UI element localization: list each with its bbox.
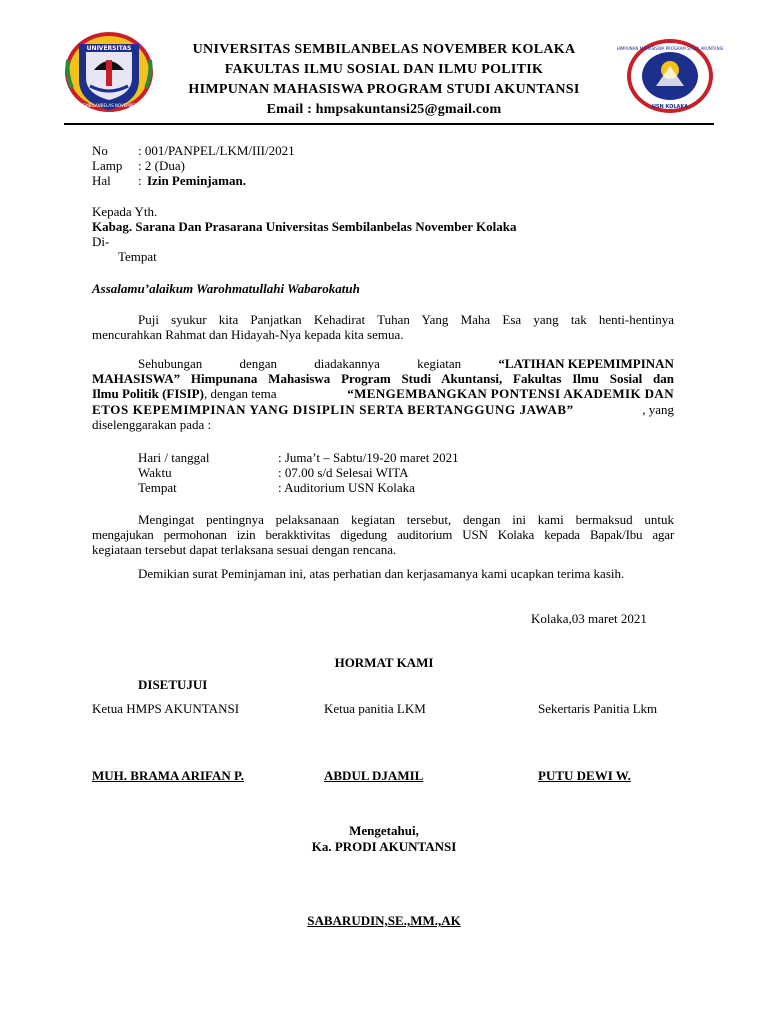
para2-theme-part1: “MENGEMBANGKAN PONTENSI AKADEMIK DAN [347, 386, 674, 401]
header-faculty: FAKULTAS ILMU SOSIAL DAN ILMU POLITIK [224, 62, 544, 77]
recipient-di: Di- [92, 234, 110, 249]
hal-label: Hal [92, 173, 111, 188]
recipient-name: Kabag. Sarana Dan Prasarana Universitas Sembilanbelas November Kolaka [92, 219, 517, 234]
detail-label-time: Waktu [138, 465, 172, 480]
detail-label-place: Tempat [138, 480, 177, 495]
detail-value-time: : 07.00 s/d Selesai WITA [278, 465, 409, 480]
para2-fisip: Ilmu Politik (FISIP) [92, 386, 204, 401]
no-value: : 001/PANPEL/LKM/III/2021 [138, 143, 295, 158]
hal-value: Izin Peminjaman. [147, 173, 246, 188]
logo-right-ring-text: HIMPUNAN MAHASISWA PROGRAM STUDI AKUNTANSI [616, 46, 724, 51]
para2-line3 [92, 386, 674, 402]
para2-dengan-tema: , dengan tema [203, 386, 280, 401]
para1-line1: Puji syukur kita Panjatkan Kehadirat Tuhan Yang Maha Esa yang tak henti-hentinya [138, 312, 674, 327]
para1-line2: mencurahkan Rahmat dan Hidayah-Nya kepada kita semua. [92, 327, 404, 342]
signer-name-ketua-hmps: MUH. BRAMA ARIFAN P. [92, 768, 245, 783]
signer-role-ketua-hmps: Ketua HMPS AKUNTANSI [92, 701, 240, 716]
signer-role-ketua-panitia: Ketua panitia LKM [324, 701, 426, 716]
para2-activity-title: “LATIHAN KEPEMIMPINAN [498, 356, 674, 371]
header-divider [64, 123, 714, 125]
lamp-label: Lamp [92, 158, 123, 173]
greeting: Assalamu’alaikum Warohmatullahi Wabarokatuh [92, 281, 360, 296]
recipient-tempat: Tempat [118, 249, 157, 264]
logo-left-top-text: UNIVERSITAS [86, 45, 132, 52]
para2-line4 [92, 402, 674, 418]
header-email: Email : hmpsakuntansi25@gmail.com [266, 102, 502, 117]
detail-value-place: : Auditorium USN Kolaka [278, 480, 415, 495]
recipient-kepada: Kepada Yth. [92, 204, 158, 219]
acknowledger-role: Ka. PRODI AKUNTANSI [311, 839, 457, 854]
no-label: No [92, 143, 108, 158]
para2-word-kegiatan: kegiatan [417, 356, 462, 371]
letter-date: Kolaka,03 maret 2021 [531, 611, 647, 626]
para3-line1: Mengingat pentingnya pelaksanaan kegiatan tersebut, dengan ini kami bermaksud untuk [138, 512, 674, 527]
signer-role-sekertaris: Sekertaris Panitia Lkm [538, 701, 658, 716]
para2-line1 [138, 356, 674, 372]
para2-word-diadakannya: diadakannya [314, 356, 380, 371]
para2-word-dengan: dengan [239, 356, 278, 371]
acknowledged-label: Mengetahui, [349, 823, 419, 838]
para3-line3: kegiataan tersebut dapat terlaksana sesuai dengan rencana. [92, 542, 397, 557]
closing: HORMAT KAMI [334, 655, 434, 670]
signer-name-ketua-panitia: ABDUL DJAMIL [324, 768, 424, 783]
hal-colon: : [138, 173, 142, 188]
para2-word-sehubungan: Sehubungan [138, 356, 203, 371]
lamp-value: : 2 (Dua) [138, 158, 185, 173]
header-university: UNIVERSITAS SEMBILANBELAS NOVEMBER KOLAKA [192, 42, 576, 57]
signer-name-sekertaris: PUTU DEWI W. [538, 768, 631, 783]
para2-line5: diselenggarakan pada : [92, 417, 212, 432]
para2-line2: MAHASISWA” Himpunana Mahasiswa Program Studi Akuntansi, Fakultas Ilmu Sosial dan [92, 371, 674, 386]
acknowledger-name: SABARUDIN,SE.,MM.,AK [307, 913, 461, 928]
header-organization: HIMPUNAN MAHASISWA PROGRAM STUDI AKUNTANSI [188, 82, 580, 97]
para3-line2: mengajukan permohonan izin berakktivitas digedung auditorium USN Kolaka kepada Bapak/Ibu agar [92, 527, 674, 542]
para4: Demikian surat Peminjaman ini, atas perhatian dan kerjasamanya kami ucapkan terima kasih. [138, 566, 625, 581]
detail-label-date: Hari / tanggal [138, 450, 210, 465]
detail-value-date: : Juma’t – Sabtu/19-20 maret 2021 [278, 450, 459, 465]
logo-right-bottom-text: USN KOLAKA [651, 104, 689, 110]
para2-yang: , yang [642, 402, 674, 417]
approved-label: DISETUJUI [138, 677, 208, 692]
logo-left-bottom-text: SEMBILANBELAS NOVEMBER [80, 103, 138, 108]
para2-theme-part2: ETOS KEPEMIMPINAN YANG DISIPLIN SERTA BERTANGGUNG JAWAB” [92, 402, 574, 417]
